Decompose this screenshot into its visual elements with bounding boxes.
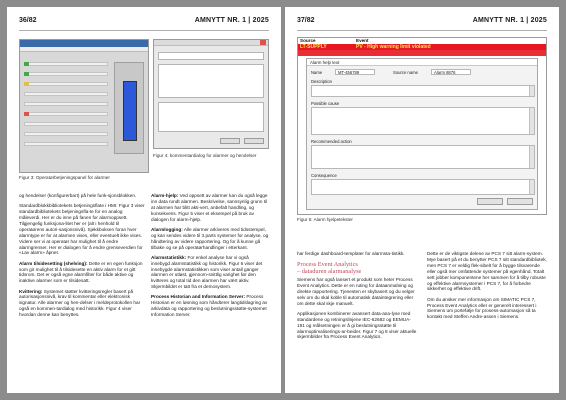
figure-caption: Figur 4: kommentardialog for alarmer og hendelser: [153, 153, 257, 158]
paragraph: [19, 261, 145, 285]
description-area: [311, 85, 535, 97]
alarm-help-screenshot: [297, 37, 547, 215]
name-field: MT-456789: [335, 69, 375, 75]
paragraph: Om du ønsker mer informasjon om SIMATIC PCS 7, Process Event Analytics eller er generelt interessert i Siemens um portefølje for prosess-automasjon så ta kontakt med Steffen Andre-assen i Siemens.: [427, 296, 537, 320]
dialog-button: [507, 198, 533, 205]
page-header: [297, 17, 547, 29]
paragraph-body: Systemet støtter kvitteringsregler basert på autorisasjonsnivå, krav til kommentar eller elektronisk signatur. Alle alarmer og hen-delser i meldeprotokollen har også en kommen-tardialog med historikk. Figur 4 viser hvordan denne kan benyttes.: [19, 288, 141, 318]
paragraph-lead: Alarm tilsidesetting (shelving):: [19, 260, 88, 266]
text-column: [151, 193, 269, 322]
faceplate-row: [24, 132, 108, 136]
faceplate-row: [24, 112, 108, 116]
comment-dialog-screenshot: [153, 39, 269, 149]
paragraph: [151, 294, 269, 318]
dialog-field: [158, 52, 264, 60]
figure-caption: Figur 3: Operatørbetjeningspanel for alarmer: [19, 175, 110, 180]
label-source-name: Source name: [393, 70, 418, 75]
paragraph-lead: Alarmstatistikk:: [151, 254, 187, 260]
left-page: [7, 7, 281, 393]
faceplate-status-led: [24, 112, 29, 116]
dialog-history-area: [158, 102, 264, 132]
text-column: [19, 193, 145, 322]
faceplate-status-led: [24, 62, 29, 66]
faceplate-row: [24, 82, 108, 86]
section-heading: [297, 261, 417, 275]
paragraph: har ferdige dashboard-templater for alarmsta-tistikk.: [297, 251, 405, 256]
paragraph: Dette er de viktigste delene av PCS 7 sitt alarm-system. Mye basert på et du benytter PCS 7 sitt standardbibliotek, men PCS 7 er veldig flek-sibelt for å bygge tilsvarende eller også mer omfattende systemer på egenhånd. Totalt sett jobber komponentene her sammen for å tilby robuste og effektive alarmsystemer i PCS 7, for å forbedre sikkerhet og effektive drift.: [427, 251, 547, 292]
faceplate-menubar: [20, 47, 148, 52]
consequence-area: [311, 179, 535, 195]
page-number: 36/82: [19, 17, 37, 24]
alarm-event: PV - High warning limit violated: [356, 44, 431, 50]
paragraph: [151, 193, 269, 223]
dialog-button: [220, 138, 240, 144]
dialog-comment-area: [158, 64, 264, 98]
faceplate-row: [24, 142, 108, 146]
close-icon: [260, 40, 266, 45]
dialog-button: [244, 138, 264, 144]
figure-caption: Figur 5: Alarm hjelpetekster: [297, 217, 353, 222]
paragraph-lead: Kvittering:: [19, 288, 43, 294]
right-page: [285, 7, 559, 393]
source-name-field: Alarm 8876: [431, 69, 471, 75]
magazine-title: AMNYTT NR. 1 | 2025: [472, 17, 547, 24]
paragraph: Standardblokkbibliotekets betjeningsflate i HMI: Figur 3 viser standardbibliotekets betjeningsfla-te for en analog måleverdi. Her er du inne på fanen for alarmoppsett. Tilgjengelig funksjona-litet her er (alt i henhold til operatørens autori-sasjonsnivå). Sjekkboksen foran hver alarmtype er for at alarmen vises, eller eventuelt ikke vises. Videre ser vi at operatør har mulighet til å endre alarmgrenser. Her er dialogen for å endre grenseverdien for «Lav alarm» åpnet.: [19, 203, 145, 256]
paragraph: og hendelser (konfigurerbart) på hele funk-sjonsblokken.: [19, 193, 137, 198]
paragraph-lead: Alarm-hjelp:: [151, 193, 179, 198]
dialog-titlebar: [154, 40, 268, 46]
faceplate-row: [24, 72, 108, 76]
paragraph-body: Ved oppsett av alarmer kan du også legge inn data rundt alarmen. Beskrivelse, sannsynlig grunn til at alarmen har blitt akti-vert, anbefalt handling, og konsekvens. Figur 5 viser et eksempel på bruk av dialogen for alarm-hjelp.: [151, 193, 268, 222]
paragraph: [19, 289, 145, 319]
section-heading-line: – dataduren alarmanalyse: [297, 268, 362, 276]
recommended-action-area: [311, 145, 535, 169]
faceplate-row: [24, 92, 108, 96]
header-divider: [19, 30, 269, 31]
alarm-row: [298, 50, 546, 56]
paragraph: Applikasjonen kombinerer avansert data-ana-lyse med standardene og retningslinjene IEC-62682 og EEMUA-191 og målsetningen er å gi beslutningsstøtte til alarmoptimaliserings-ar-beider. Figur 7 og 8 viser aktuelle skjermbilder fra Process Event Analytics.: [297, 310, 417, 340]
magazine-title: AMNYTT NR. 1 | 2025: [194, 17, 269, 24]
paragraph: [151, 255, 269, 290]
faceplate-titlebar: [20, 40, 148, 47]
faceplate-row: [24, 62, 108, 66]
dialog-title: Alarm help text: [307, 59, 537, 66]
text-column: [427, 251, 547, 325]
column-header-source: Source: [300, 38, 316, 43]
alarm-source: LT-SUPPLY: [300, 44, 327, 50]
paragraph: [151, 227, 269, 251]
faceplate-status-led: [24, 82, 29, 86]
page-header: [19, 17, 269, 29]
paragraph-body: Process Historian er en løsning som håndterer langtidslagring av arkivdata og rapportering og beslutningsstøtte-systemet Information Server.: [151, 294, 268, 318]
faceplate-row: [24, 102, 108, 106]
alarm-help-dialog: [306, 58, 538, 210]
paragraph-lead: Process Historian and Information Server:: [151, 294, 246, 300]
paragraph-body: Dette er en egen funksjon som gir mulighet til å tilsidesette en aktiv alarm for et gitt tidsrom. Det er også egne alarmfilter for både aktive og inaktive alarmer som er tilsidesatt.: [19, 260, 143, 284]
dialog-button: [477, 198, 503, 205]
faceplate-row: [24, 122, 108, 126]
page-number: 37/82: [297, 17, 315, 24]
label-name: Name: [311, 70, 323, 75]
section-heading-line: Process Event Analytics: [297, 261, 358, 269]
text-column: [297, 251, 417, 345]
paragraph-body: Alle alarmer arkiveres med tidsstempel, og kan sendes videre til 3.parts systemer for analyse, og håndtering av videre rapportering. Og for å kunne gå tilbake og se på operatørhandlinger i etterkant.: [151, 226, 269, 250]
label-description: Description: [311, 79, 332, 84]
paragraph: Siemens har også lansert et produkt som heter Process Event Analytics. Dette er en ruting for dataanmalning og direkte rapportering. Tjenesten er skybasert og du velger selv om du skal koble til automatisk dataintegrering eller om dette skal skje manuelt.: [297, 277, 415, 306]
faceplate-bargraph: [123, 81, 137, 141]
label-possible-cause: Possible cause: [311, 101, 340, 106]
paragraph-lead: Alarmlogging:: [151, 226, 183, 232]
possible-cause-area: [311, 107, 535, 135]
paragraph-body: For enkel analyse har vi også innebygd alarmstatistikk og historikk. Figur 6 viser det innebygde alarmstatistikken som viser antall ganger alarmen er utløst, gjennom-snittlig varighet før den kvitteres og total tid den alarmen har vært aktiv. Skjermbildet er tatt fra et demosystem.: [151, 254, 263, 290]
operator-faceplate-screenshot: [19, 39, 149, 173]
column-header-event: Event: [356, 38, 369, 43]
faceplate-status-led: [24, 72, 29, 76]
faceplate-bargraph-panel: [114, 62, 144, 154]
header-divider: [297, 30, 547, 31]
label-consequence: Consequence: [311, 173, 337, 178]
label-recommended-action: Recommended action: [311, 139, 352, 144]
